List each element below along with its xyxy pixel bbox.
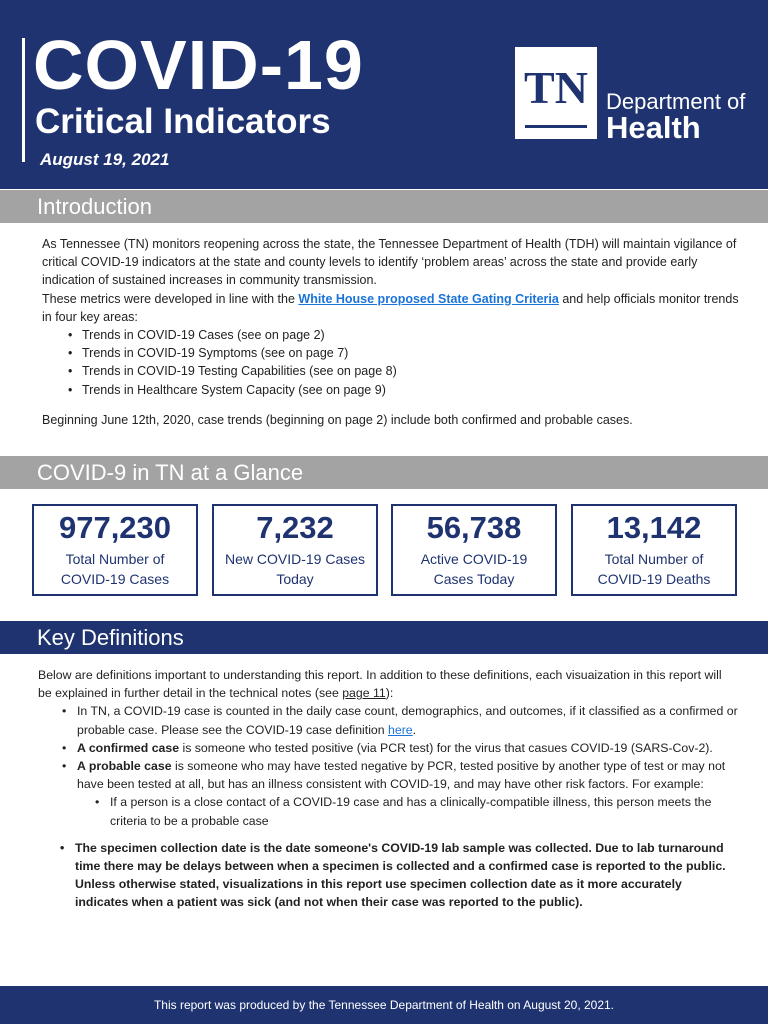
intro-paragraph-2 bbox=[42, 290, 742, 326]
intro-paragraph-3: Beginning June 12th, 2020, case trends (beginning on page 2) include both confirmed and probable cases. bbox=[42, 412, 633, 427]
stat-value: 13,142 bbox=[606, 510, 702, 545]
confirmed-case-text: is someone who tested positive (via PCR test) for the virus that casues COVID-19 (SARS-Cov-2). bbox=[179, 740, 713, 755]
probable-case-text: is someone who may have tested negative by PCR, tested positive by another type of test or may not have been tested at all, but has an illness consistent with COVID-19, and may have other risk factors. For example: bbox=[77, 759, 726, 792]
report-header bbox=[0, 0, 768, 189]
probable-case-term: A probable case bbox=[77, 759, 172, 774]
report-date: August 19, 2021 bbox=[40, 150, 170, 169]
list-item bbox=[62, 739, 738, 757]
list-item: • If a person is a close contact of a COVID-19 case and has a clinically-compatible illness, this person meets the criteria to be a probable case bbox=[95, 793, 738, 829]
definitions-intro bbox=[38, 666, 738, 702]
definition-case-end: . bbox=[412, 722, 417, 737]
tn-logo-underline bbox=[525, 125, 587, 128]
intro-p2-text-end: and help officials monitor trends in four key areas: bbox=[42, 291, 739, 324]
stat-card-total-cases bbox=[32, 504, 198, 596]
stat-label: New COVID-19 Cases Today bbox=[224, 551, 366, 587]
confirmed-case-term: A confirmed case bbox=[77, 740, 180, 755]
tn-logo bbox=[515, 47, 597, 139]
stat-card-new-cases bbox=[212, 504, 378, 596]
key-areas-list bbox=[68, 326, 742, 399]
stat-label: Total Number of COVID-19 Deaths bbox=[597, 551, 711, 587]
list-item bbox=[62, 702, 738, 738]
report-title: COVID-19 bbox=[33, 26, 364, 104]
introduction-body bbox=[42, 235, 742, 429]
page-11-link[interactable]: page 11 bbox=[342, 686, 386, 701]
stat-label: Active COVID-19 Cases Today bbox=[420, 551, 528, 587]
header-accent-bar bbox=[22, 38, 25, 162]
logo-health-text: Health bbox=[606, 110, 701, 145]
definitions-intro-end: ): bbox=[385, 686, 394, 701]
stat-card-total-deaths bbox=[571, 504, 737, 596]
report-subtitle: Critical Indicators bbox=[35, 102, 331, 141]
logo-department-text: Department of bbox=[606, 89, 746, 114]
definitions-list bbox=[62, 702, 738, 829]
specimen-date-definition: • The specimen collection date is the date someone's COVID-19 lab sample was collected. Due to lab turnaround time there may be delays between when a specimen is collected and a confirmed case is reported to the public. Unless otherwise stated, visualizations in this report use specimen collection date as it more accurately indicates when a patient was sick (and not when their case was reported to the public). bbox=[60, 839, 738, 912]
definitions-body bbox=[38, 666, 738, 912]
stat-card-active-cases bbox=[391, 504, 557, 596]
section-introduction: Introduction bbox=[0, 190, 768, 223]
stat-label: Total Number of COVID-19 Cases bbox=[60, 551, 170, 587]
probable-case-examples bbox=[95, 793, 738, 829]
intro-paragraph-1: As Tennessee (TN) monitors reopening across the state, the Tennessee Department of Health (TDH) will maintain vigilance of critical COVID-19 indicators at the state and county levels to identify ‘problem areas’ across the state and provide early indication of sustained increases in community transmission. bbox=[42, 237, 737, 288]
tn-logo-text: TN bbox=[524, 62, 588, 113]
case-definition-link[interactable]: here bbox=[388, 722, 413, 737]
report-footer: This report was produced by the Tennessee Department of Health on August 20, 2021. bbox=[0, 986, 768, 1024]
gating-criteria-link[interactable]: White House proposed State Gating Criteria bbox=[298, 291, 559, 306]
list-item: • Trends in COVID-19 Cases (see on page 2) bbox=[68, 326, 742, 344]
list-item: • Trends in COVID-19 Symptoms (see on page 7) bbox=[68, 344, 742, 362]
intro-p2-text: These metrics were developed in line with the bbox=[42, 291, 299, 306]
list-item: • Trends in Healthcare System Capacity (see on page 9) bbox=[68, 381, 742, 399]
list-item: • Trends in COVID-19 Testing Capabilities (see on page 8) bbox=[68, 362, 742, 380]
section-glance: COVID-9 in TN at a Glance bbox=[0, 456, 768, 489]
stat-value: 977,230 bbox=[58, 510, 172, 545]
stat-value: 56,738 bbox=[426, 510, 522, 545]
definition-case-text: In TN, a COVID-19 case is counted in the daily case count, demographics, and outcomes, if it classified as a confirmed or probable case. Please see the COVID-19 case definition bbox=[77, 704, 738, 737]
definitions-intro-text: Below are definitions important to understanding this report. In addition to these definitions, each visuaization in this report will be explained in further detail in the technical notes (see bbox=[38, 668, 722, 701]
section-key-definitions: Key Definitions bbox=[0, 621, 768, 654]
stat-value: 7,232 bbox=[256, 510, 334, 545]
list-item bbox=[62, 757, 738, 830]
